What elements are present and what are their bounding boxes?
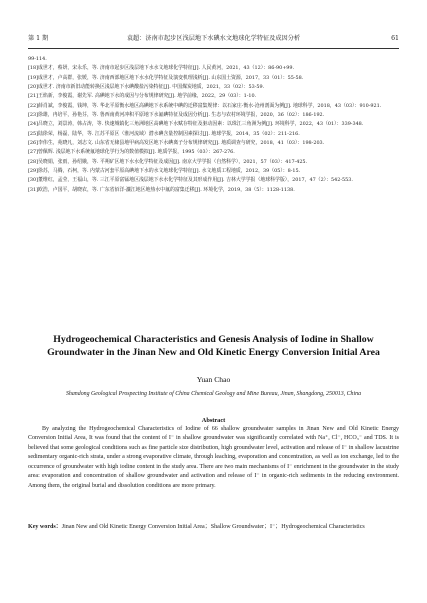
author-name: Yuan Chao	[196, 375, 231, 384]
abstract-body: By analyzing the Hydrogeochemical Characteristics of Iodine of 66 shallow groundwater samples in Jinan New and Old Kinetic Energy Conversion Initial Area, It was found that the content of I⁻ in shallow groundwater was significantly correlated with Na⁺, Cl⁻, HCO₃⁻ and TDS. It is believed that some geological conditions such as fine particle size distribution, high groundwater level, activation and release of I⁻ in shallow lacustrine sedimentary organic-rich strata, under a strong evaporative climate, through leaching, evaporation and concentration, as well as ion exchange, led to the occurrence of groundwater with high iodine content in the study area. There are two main mechanisms of I⁻ enrichment in the groundwater in the study area: evaporation and concentration of shallow groundwater and activation and release of I⁻ in organic-rich sediments in the reducing environment. Among them, the original burial and dissolution conditions are more primary.	[28, 426, 399, 489]
reference-item: [26]李伟生，苑晓凡，刘志文. 山东省无棣县地甲病高发区地下水碘离子分布规律研究[J]. 地质调查与研究，2018，41（03）：198-203.	[28, 140, 325, 147]
reference-item: [29]徐苏，马腾，石柯，等. 内蒙古河套平原高碘地下水的水文地球化学特征[J]. 水文地质工程地质，2012，39（05）：8-15.	[28, 168, 301, 175]
reference-item: [31]欧浩，卢国平，胡晓农，等. 广东省佰洋-濂江地区地热水中氟的富集迁移[J]. 环境化学，2019，38（5）：1128-1138.	[28, 186, 295, 193]
issue-number: 第 1 期	[28, 35, 49, 42]
reference-item: [28]吴晓娟，张雨，孙绍娥，等. 平朔矿区地下水水化学特征及成因[J]. 南京大学学报（自然科学），2021，57（03）：417-425.	[28, 158, 308, 165]
keywords-line	[28, 523, 399, 532]
keywords-text: Jinan New and Old Kinetic Energy Conversion Initial Area；Shallow Groundwater；I⁻；Hydrogeochemical Characteristics	[61, 524, 365, 530]
reference-item: 99-114.	[28, 56, 47, 62]
page-number: 61	[391, 35, 399, 42]
reference-item: [23]徐雄，冉培平，孙艳芬，等. 鲁西南黄河冲积平原地下水氟碘特征及成因分析[J]. 生态与农村环境学报，2020，36（02）：186-192.	[28, 112, 325, 119]
english-title: Hydrogeochemical Characteristics and Genesis Analysis of Iodine in Shallow Groundwater in the Jinan New and Old Kinetic Energy Conversion Initial Area	[47, 334, 380, 358]
reference-item: [18]成世才，蔡妍，宋永乐，等. 济南市起步区浅层地下水水文地球化学特征[J]. 人民黄河，2021，43（12）：86-90+99.	[28, 65, 295, 72]
running-header	[28, 32, 399, 46]
reference-item: [20]成世才. 济南市新旧动能转换区浅层地下水碘酸盐污染特征[J]. 中国煤炭地质，2021，33（02）：53-59.	[28, 84, 265, 91]
running-title: 袁超：济南市起步区浅层地下水碘水文地球化学特征及成因分析	[126, 35, 301, 42]
reference-list	[28, 55, 399, 195]
reference-item: [21]王焰新，李俊霞，谢先军. 高碘地下水的成因与分布规律研究[J]. 地学前缘，2022，29（03）：1-10.	[28, 93, 257, 100]
reference-item: [25]陆徐荣，杨磊，陆华，等. 江苏平原区（淮河流域）潜水碘含量控制因素探讨[J]. 地球学报，2014，35（02）：211-216.	[28, 130, 300, 137]
abstract-heading: Abstract	[201, 417, 226, 424]
reference-item: [19]成世才，卢高群，张媛，等. 济南西部地区地下水水化学特征及演变机理浅析[J]. 山东国土资源，2017，33（01）：55-58.	[28, 74, 304, 81]
reference-item: [30]董维红，孟莹，王福山，等. 三江平原富锰地区浅层地下水水化学特征及其形成作用[J]. 吉林大学学报（地球科学版），2017，47（2）：542-553.	[28, 177, 353, 184]
reference-item: [22]薛肖斌，李俊霞，钱坤，等. 华北平原衡水地区高碘地下水系统中碘的迁移富集规律：以石家庄-衡水-沧州剖面为例[J]. 地球科学，2018，43（03）：910-921.	[28, 102, 382, 109]
author-affiliation: Shandong Geological Prospecting Institute of China Chemical Geology and Mine Bureau, Jinan, Shangdong, 250013, China	[65, 391, 362, 397]
keywords-label: Key words：	[28, 524, 62, 530]
reference-item: [27]曾佩辉. 浅层地下水系统氟地球化学行为的数值模拟[J]. 地质学报，1995（03）：267-276.	[28, 149, 235, 156]
header-rule	[28, 48, 399, 49]
reference-item: [24]吕晓立，刘景涛，韩占涛，等. 快速城镇化三角洲地区高碘地下水赋存特征及驱动因素：以珠江三角洲为例[J]. 环境科学，2022，43（01）：339-348.	[28, 121, 364, 128]
